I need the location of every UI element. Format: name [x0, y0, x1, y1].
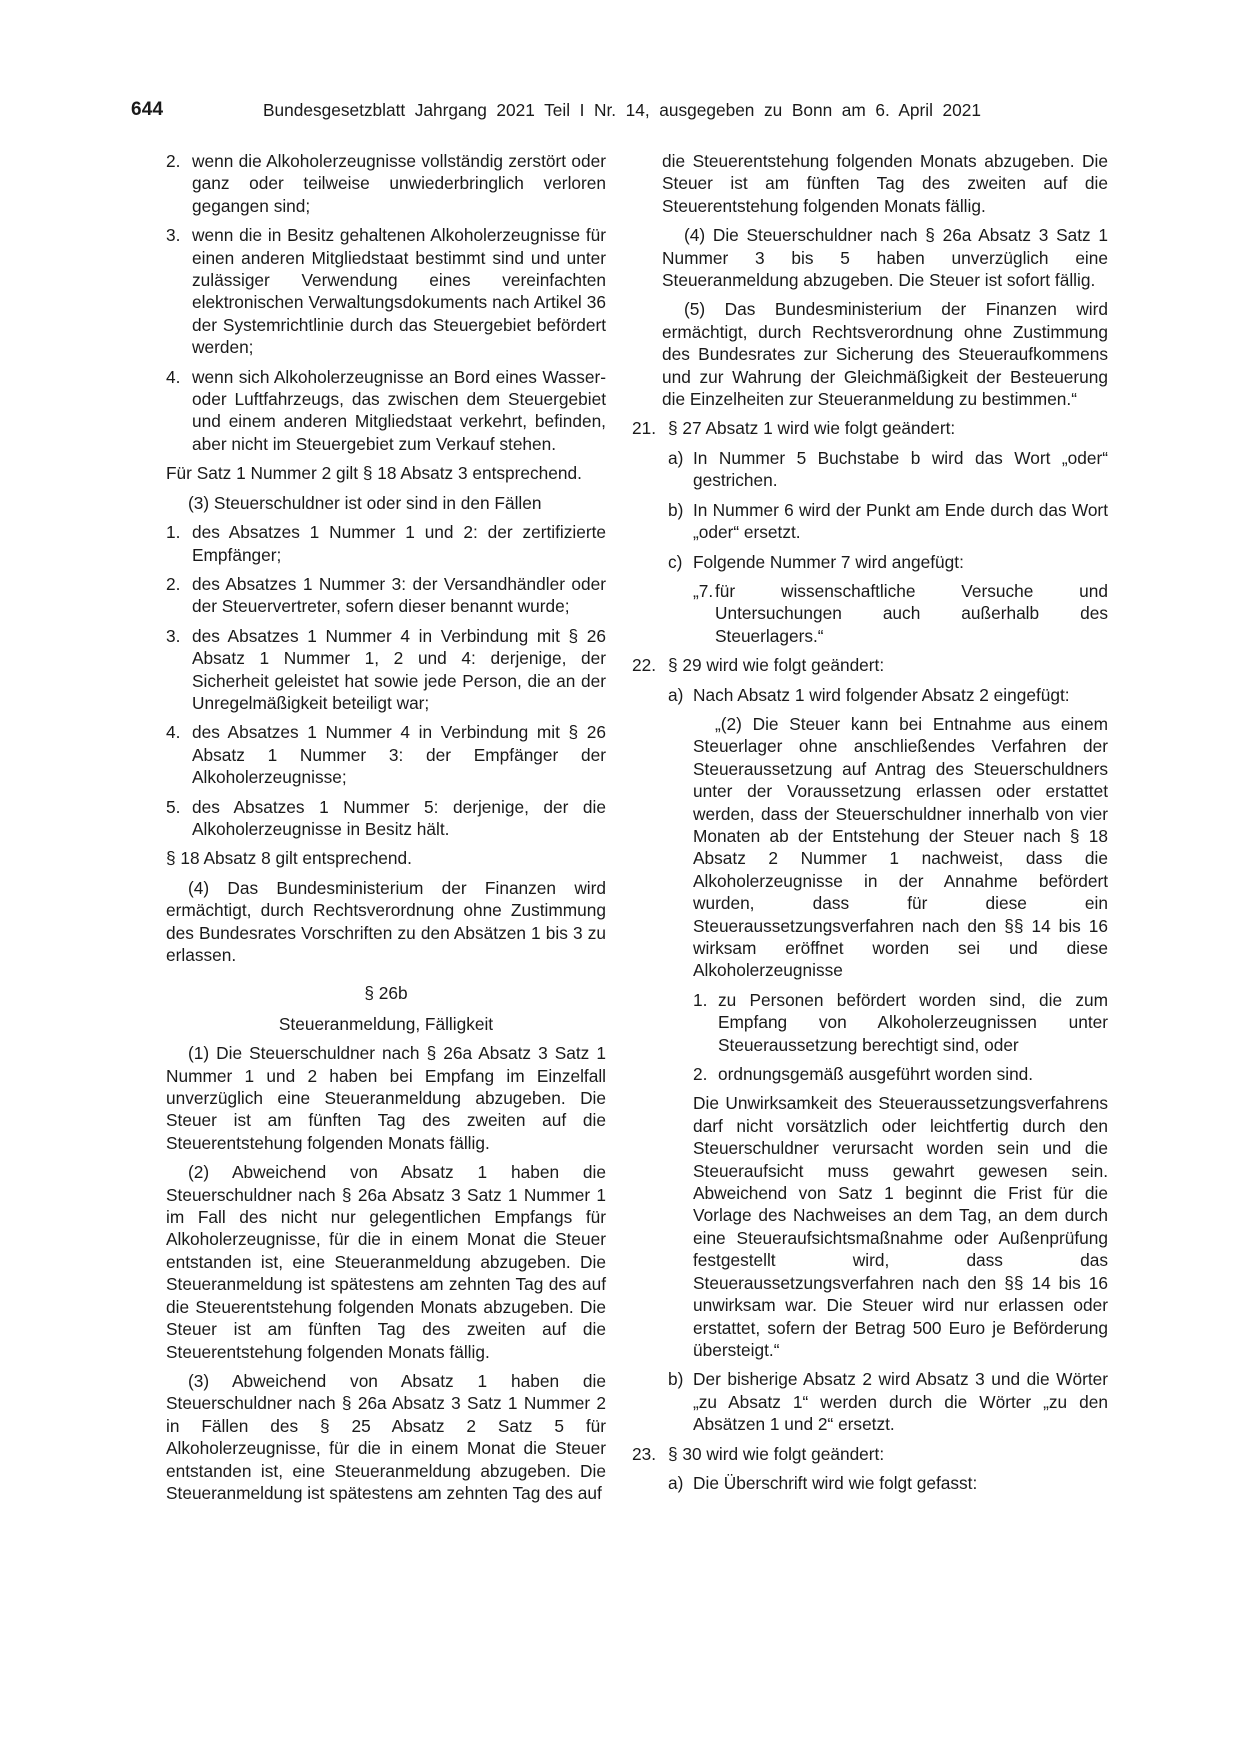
- list-item: [668, 499, 1108, 544]
- paragraph: (3) Abweichend von Absatz 1 haben die Steuerschuldner nach § 26a Absatz 3 Satz 1 Nummer 2 in Fällen des § 25 Absatz 2 Satz 5 für Alkoholerzeugnisse, für die in einem Monat die Steuer entstanden ist, eine Steueranmeldung abzugeben. Die Steueranmeldung ist spätestens am zehnten Tag des auf: [166, 1370, 606, 1503]
- list-item: [166, 366, 606, 456]
- item-text: ordnungsgemäß ausgeführt worden sind.: [718, 1064, 1034, 1085]
- paragraph: (4) Die Steuerschuldner nach § 26a Absatz 3 Satz 1 Nummer 3 bis 5 haben unverzüglich eine Steueranmeldung abzugeben. Die Steuer ist sofort fällig.: [662, 225, 1108, 291]
- list-item: [166, 150, 606, 217]
- item-text: In Nummer 6 wird der Punkt am Ende durch das Wort „oder“ ersetzt.: [693, 499, 1108, 543]
- item-text: zu Personen befördert worden sind, die zum Empfang von Alkoholerzeugnissen unter Steueraussetzung berechtigt sind, oder: [718, 989, 1108, 1055]
- list-item: [668, 684, 1108, 706]
- item-number: a): [668, 1472, 684, 1493]
- list-item: [632, 654, 1108, 676]
- item-text: wenn die in Besitz gehaltenen Alkoholerzeugnisse für einen anderen Mitgliedstaat bestimmt sind und unter zulässiger Verwendung eines vereinfachten elektronischen Verwaltungsdokuments nach Artikel 36 der Systemrichtlinie durch das Steuergebiet befördert werden;: [192, 225, 606, 358]
- item-number: 23.: [632, 1443, 657, 1464]
- quoted-paragraph: „(2) Die Steuer kann bei Entnahme aus einem Steuerlager ohne anschließendes Verfahren der Steueraussetzung auf Antrag des Steuerschuldners unter der Voraussetzung erlassen oder erstattet werden, dass der Steuerschuldner innerhalb von vier Monaten ab der Entstehung der Steuer nach § 18 Absatz 2 Nummer 1 nachweist, dass die Alkoholerzeugnisse in der Annahme befördert wurden, dass für diese ein Steueraussetzungsverfahren nach den §§ 14 bis 16 wirksam eröffnet worden sei und diese Alkoholerzeugnisse: [693, 713, 1108, 981]
- paragraph: die Steuerentstehung folgenden Monats abzugeben. Die Steuer ist am fünften Tag des zweiten auf die Steuerentstehung folgenden Monats fällig.: [662, 151, 1108, 216]
- item-number: 5.: [166, 796, 181, 817]
- right-column: [632, 150, 1108, 1501]
- list-item: [166, 521, 606, 566]
- left-column: [166, 150, 606, 1511]
- item-text: wenn sich Alkoholerzeugnisse an Bord eines Wasser- oder Luftfahrzeugs, das zwischen dem Steuergebiet und einem anderen Mitgliedstaat verkehrt, befinden, aber nicht im Steuergebiet zum Verkauf stehen.: [192, 366, 606, 454]
- item-number: b): [668, 499, 684, 520]
- list-item: [668, 1472, 1108, 1494]
- paragraph: (5) Das Bundesministerium der Finanzen wird ermächtigt, durch Rechtsverordnung ohne Zustimmung des Bundesrates zur Sicherung des Steueraufkommens und zur Wahrung der Gleichmäßigkeit der Besteuerung die Einzelheiten zur Steueranmeldung zu bestimmen.“: [662, 299, 1108, 410]
- quoted-paragraph: Die Unwirksamkeit des Steueraussetzungsverfahrens darf nicht vorsätzlich oder leichtfertig durch den Steuerschuldner verursacht worden sein und die Steueraufsicht muss gewahrt gewesen sein. Abweichend von Satz 1 beginnt die Frist für die Vorlage des Nachweises an dem Tag, an dem durch eine Steueraufsichtsmaßnahme oder Außenprüfung festgestellt wird, dass das Steueraussetzungsverfahren nach den §§ 14 bis 16 unwirksam war. Die Steuer wird nur erlassen oder erstattet, sofern der Betrag 500 Euro je Beförderung übersteigt.“: [693, 1093, 1108, 1360]
- item-number: 4.: [166, 366, 181, 387]
- item-number: 1.: [166, 522, 181, 543]
- section-title: Steueranmeldung, Fälligkeit: [278, 1013, 494, 1034]
- list-item: [166, 721, 606, 788]
- item-number: 21.: [632, 418, 657, 439]
- item-text: des Absatzes 1 Nummer 4 in Verbindung mit § 26 Absatz 1 Nummer 1, 2 und 4: derjenige, der Sicherheit geleistet hat sowie jede Person, die an der Unregelmäßigkeit beteiligt war;: [192, 625, 606, 713]
- item-number: 2.: [693, 1064, 708, 1085]
- paragraph: (3) Steuerschuldner ist oder sind in den Fällen: [188, 492, 542, 513]
- list-item: [632, 417, 1108, 439]
- list-item: [668, 551, 1108, 573]
- list-item: [166, 573, 606, 618]
- item-number: c): [668, 551, 683, 572]
- paragraph: Für Satz 1 Nummer 2 gilt § 18 Absatz 3 entsprechend.: [166, 463, 582, 484]
- paragraph: § 18 Absatz 8 gilt entsprechend.: [166, 848, 412, 869]
- item-text: für wissenschaftliche Versuche und Untersuchungen auch außerhalb des Steuerlagers.“: [715, 580, 1108, 646]
- item-text: Der bisherige Absatz 2 wird Absatz 3 und die Wörter „zu Absatz 1“ werden durch die Wörter „zu den Absätzen 1 und 2“ ersetzt.: [693, 1369, 1108, 1435]
- list-item: [668, 1368, 1108, 1435]
- section-number: § 26b: [364, 983, 408, 1004]
- item-number: 4.: [166, 722, 181, 743]
- item-number: 2.: [166, 573, 181, 594]
- item-number: 2.: [166, 151, 181, 171]
- paragraph: (2) Abweichend von Absatz 1 haben die Steuerschuldner nach § 26a Absatz 3 Satz 1 Nummer 1 im Fall des nicht nur gelegentlichen Empfangs für Alkoholerzeugnisse, für die in einem Monat die Steuer entstanden ist, eine Steueranmeldung abzugeben. Die Steueranmeldung ist spätestens am zehnten Tag des auf die Steuerentstehung folgenden Monats abzugeben. Die Steuer ist am fünften Tag des zweiten auf die Steuerentstehung folgenden Monats fällig.: [166, 1162, 606, 1362]
- list-item: [693, 989, 1108, 1056]
- item-number: 22.: [632, 655, 657, 676]
- item-number: a): [668, 684, 684, 705]
- item-text: des Absatzes 1 Nummer 1 und 2: der zertifizierte Empfänger;: [192, 522, 606, 565]
- item-text: wenn die Alkoholerzeugnisse vollständig zerstört oder ganz oder teilweise unwiederbringlich verloren gegangen sind;: [192, 151, 606, 216]
- paragraph: (4) Das Bundesministerium der Finanzen wird ermächtigt, durch Rechtsverordnung ohne Zustimmung des Bundesrates Vorschriften zu den Absätzen 1 bis 3 zu erlassen.: [166, 877, 606, 965]
- list-item: [166, 625, 606, 715]
- item-text: des Absatzes 1 Nummer 5: derjenige, der die Alkoholerzeugnisse in Besitz hält.: [192, 796, 606, 839]
- running-header: Bundesgesetzblatt Jahrgang 2021 Teil I Nr. 14, ausgegeben zu Bonn am 6. April 2021: [263, 100, 981, 120]
- list-item: [693, 580, 1108, 647]
- item-text: Die Überschrift wird wie folgt gefasst:: [693, 1472, 978, 1493]
- list-item: [632, 1443, 1108, 1465]
- item-text: Nach Absatz 1 wird folgender Absatz 2 eingefügt:: [693, 684, 1070, 705]
- list-item: [166, 796, 606, 841]
- item-text: § 29 wird wie folgt geändert:: [668, 655, 885, 676]
- item-number: a): [668, 447, 684, 468]
- item-number: b): [668, 1369, 684, 1390]
- item-text: des Absatzes 1 Nummer 3: der Versandhändler oder der Steuervertreter, sofern dieser benannt wurde;: [192, 573, 606, 617]
- item-number: 3.: [166, 225, 181, 246]
- item-number: 1.: [693, 989, 708, 1010]
- list-item: [166, 224, 606, 358]
- item-text: des Absatzes 1 Nummer 4 in Verbindung mit § 26 Absatz 1 Nummer 3: der Empfänger der Alkoholerzeugnisse;: [192, 722, 606, 788]
- list-item: [693, 1063, 1108, 1085]
- list-item: [668, 447, 1108, 492]
- page-number: 644: [131, 99, 164, 120]
- item-number: „7.: [693, 580, 714, 601]
- item-text: In Nummer 5 Buchstabe b wird das Wort „oder“ gestrichen.: [693, 447, 1108, 491]
- paragraph: (1) Die Steuerschuldner nach § 26a Absatz 3 Satz 1 Nummer 1 und 2 haben bei Empfang im Einzelfall unverzüglich eine Steueranmeldung abzugeben. Die Steuer ist am fünften Tag des zweiten auf die Steuerentstehung folgenden Monats fällig.: [166, 1043, 606, 1153]
- item-text: § 27 Absatz 1 wird wie folgt geändert:: [668, 418, 956, 439]
- item-text: § 30 wird wie folgt geändert:: [668, 1443, 885, 1464]
- item-text: Folgende Nummer 7 wird angefügt:: [693, 551, 964, 572]
- item-number: 3.: [166, 625, 181, 646]
